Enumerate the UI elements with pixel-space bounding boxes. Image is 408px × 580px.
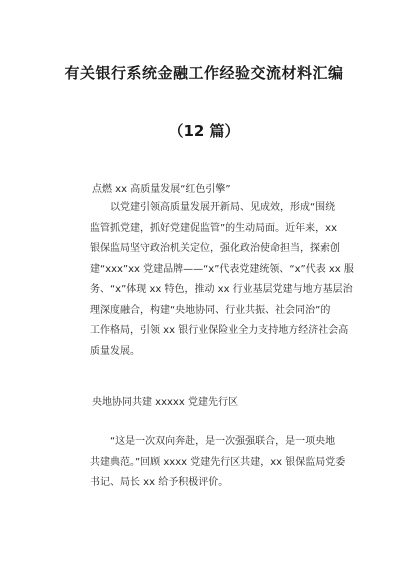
paragraph-line: 以党建引领高质量发展开新局、见成效，形成“围绕: [110, 202, 336, 213]
section-paragraph-2: [90, 432, 350, 494]
document-title: 有关银行系统金融工作经验交流材料汇编: [64, 64, 344, 82]
paragraph-line: 共建典范。”回顾 xxxx 党建先行区共建，xx 银保监局党委: [90, 456, 346, 468]
paragraph-line: 质量发展。: [90, 345, 140, 357]
paragraph-line: 务、“x”体现 xx 特色，推动 xx 行业基层党建与地方基层治: [90, 284, 353, 295]
document-subtitle: （12 篇）: [168, 122, 240, 140]
section-heading-2: 央地协同共建 xxxxx 党建先行区: [92, 397, 238, 408]
paragraph-line: 银保监局坚守政治机关定位，强化政治使命担当，探索创: [90, 243, 340, 254]
paragraph-line: “这是一次双向奔赴，是一次强强联合，是一项央地: [110, 436, 336, 447]
paragraph-line: 工作格局，引领 xx 银行业保险业全力支持地方经济社会高: [90, 325, 349, 336]
paragraph-line: 建“xxx”xx 党建品牌——“x”代表党建统领、“x”代表 xx 服: [90, 263, 354, 275]
paragraph-line: 监管抓党建，抓好党建促监管”的生动局面。近年来，xx: [90, 222, 338, 234]
paragraph-line: 书记、局长 xx 给予积极评价。: [90, 477, 229, 488]
section-paragraph-1: [90, 198, 354, 362]
section-heading-1: 点燃 xx 高质量发展“红色引擎”: [92, 184, 231, 195]
paragraph-line: 理深度融合，构建“央地协同、行业共振、社会同治”的: [90, 304, 331, 316]
